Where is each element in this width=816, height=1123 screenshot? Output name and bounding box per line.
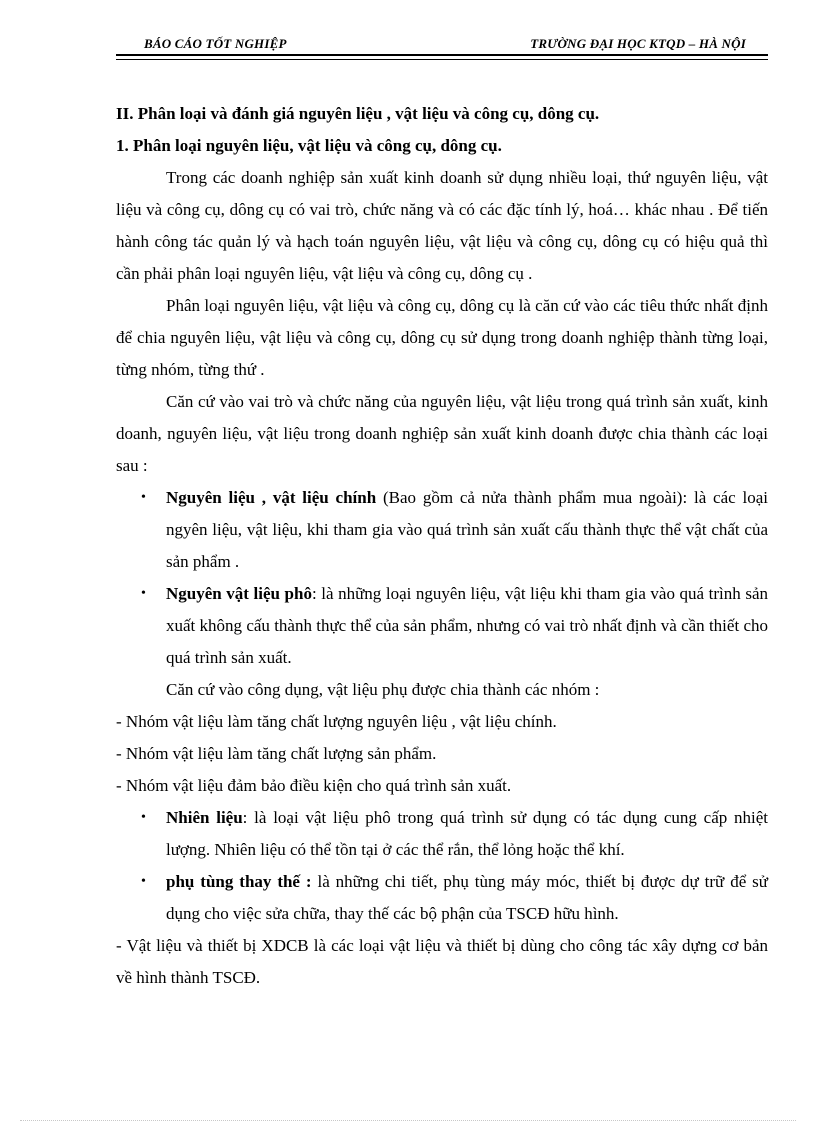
bullet-item bbox=[116, 866, 768, 930]
header-right-title: TRƯỜNG ĐẠI HỌC KTQD – HÀ NỘI bbox=[530, 36, 746, 51]
header-left-title: BÁO CÁO TỐT NGHIỆP bbox=[144, 36, 287, 51]
document-body bbox=[116, 98, 768, 994]
bullet-icon: • bbox=[141, 874, 146, 889]
bullet-item bbox=[116, 802, 768, 866]
bullet-text: : là những loại nguyên liệu, vật liệu khi tham gia vào quá trình sản xuất không cấu thành thực thể của sản phẩm, nhưng có vai trò nhất định và cần thiết cho quá trình sản xuất. bbox=[166, 584, 768, 667]
bullet-item bbox=[116, 578, 768, 674]
subsection-title: 1. Phân loại nguyên liệu, vật liệu và công cụ, dông cụ. bbox=[116, 136, 502, 155]
bullet-text: : là loại vật liệu phô trong quá trình sử dụng có tác dụng cung cấp nhiệt lượng. Nhiên liệu có thể tồn tại ở các thể rắn, thể lỏng hoặc thể khí. bbox=[166, 808, 768, 859]
page-bottom-dotted-line bbox=[20, 1120, 796, 1121]
bullet-item bbox=[116, 482, 768, 578]
dash-item: - Nhóm vật liệu đảm bảo điều kiện cho quá trình sản xuất. bbox=[116, 776, 512, 795]
section-title: II. Phân loại và đánh giá nguyên liệu , vật liệu và công cụ, dông cụ. bbox=[116, 104, 600, 123]
header-rule-thick bbox=[116, 54, 768, 56]
bullet-term: phụ tùng thay thế : bbox=[166, 872, 312, 891]
bullet-icon: • bbox=[141, 810, 146, 825]
final-paragraph: - Vật liệu và thiết bị XDCB là các loại vật liệu và thiết bị dùng cho công tác xây dựng cơ bản về hình thành TSCĐ. bbox=[116, 936, 768, 987]
paragraph: Phân loại nguyên liệu, vật liệu và công cụ, dông cụ là căn cứ vào các tiêu thức nhất định để chia nguyên liệu, vật liệu và công cụ, dông cụ sử dụng trong doanh nghiệp thành từng loại, từng nhóm, từng thứ . bbox=[116, 296, 768, 379]
paragraph: Căn cứ vào vai trò và chức năng của nguyên liệu, vật liệu trong quá trình sản xuất, kinh doanh, nguyên liệu, vật liệu trong doanh nghiệp sản xuất kinh doanh được chia thành các loại sau : bbox=[116, 392, 768, 475]
paragraph: Căn cứ vào công dụng, vật liệu phụ được chia thành các nhóm : bbox=[166, 680, 600, 699]
bullet-term: Nhiên liệu bbox=[166, 808, 243, 827]
paragraph: Trong các doanh nghiệp sản xuất kinh doanh sử dụng nhiều loại, thứ nguyên liệu, vật liệu và công cụ, dông cụ có vai trò, chức năng và có các đặc tính lý, hoá… khác nhau . Để tiến hành công tác quản lý và hạch toán nguyên liệu, vật liệu và công cụ, dông cụ có hiệu quả thì cần phải phân loại nguyên liệu, vật liệu và công cụ, dông cụ . bbox=[116, 168, 768, 283]
bullet-icon: • bbox=[141, 586, 146, 601]
bullet-text: là những chi tiết, phụ tùng máy móc, thiết bị được dự trữ để sử dụng cho việc sửa chữa, thay thế các bộ phận của TSCĐ hữu hình. bbox=[166, 872, 768, 923]
page-header bbox=[116, 36, 768, 60]
dash-item: - Nhóm vật liệu làm tăng chất lượng nguyên liệu , vật liệu chính. bbox=[116, 712, 557, 731]
bullet-icon: • bbox=[141, 490, 146, 505]
dash-item: - Nhóm vật liệu làm tăng chất lượng sản phẩm. bbox=[116, 744, 437, 763]
bullet-term: Nguyên liệu , vật liệu chính bbox=[166, 488, 377, 507]
bullet-text: (Bao gồm cả nửa thành phẩm mua ngoài): là các loại ngyên liệu, vật liệu, khi tham gia vào quá trình sản xuất cấu thành thực thể vật chất của sản phẩm . bbox=[166, 488, 768, 571]
bullet-term: Nguyên vật liệu phô bbox=[166, 584, 312, 603]
header-rule-thin bbox=[116, 59, 768, 60]
